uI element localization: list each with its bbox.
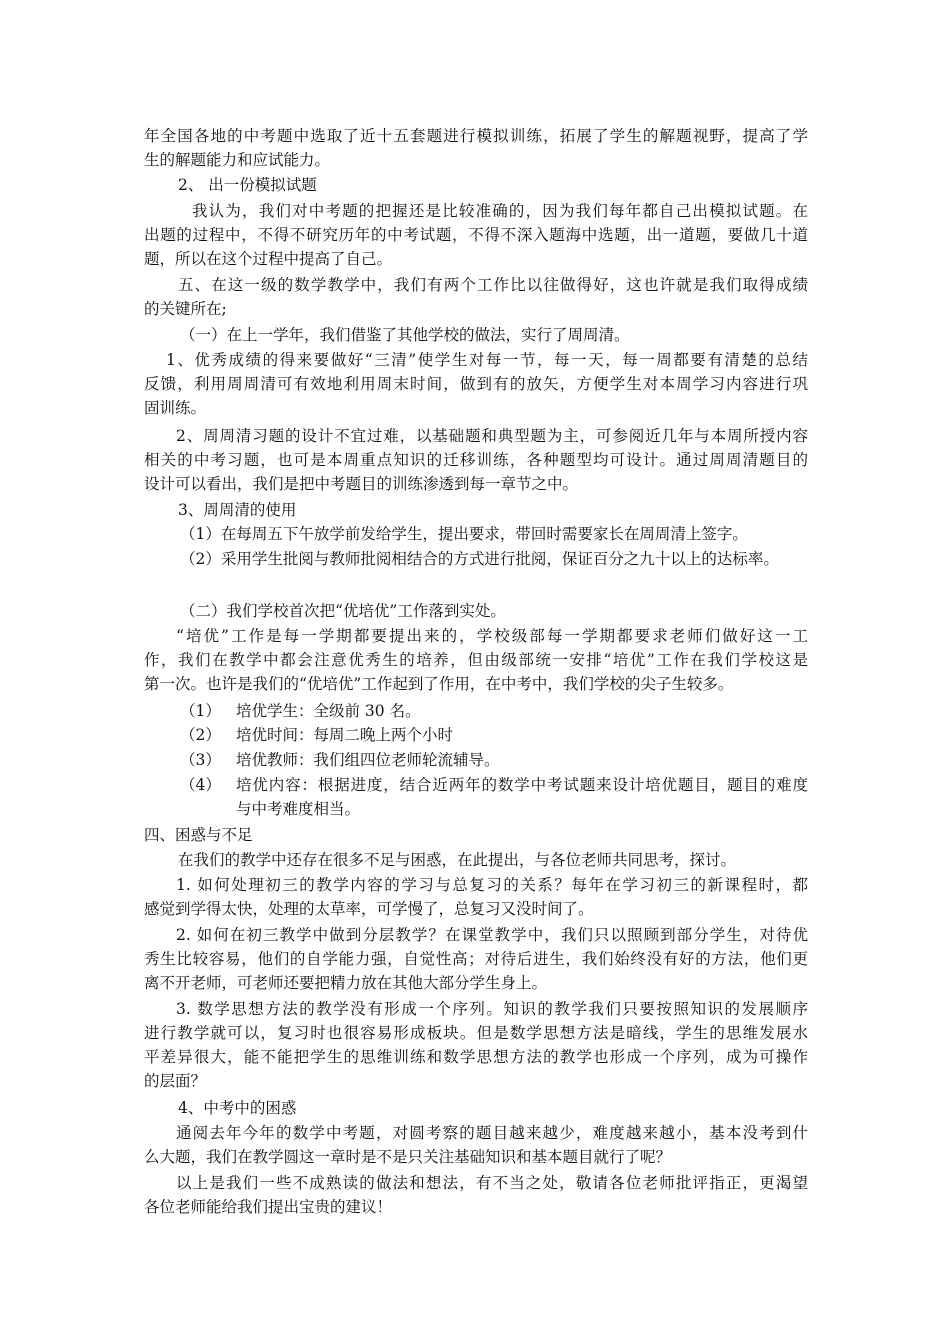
paragraph-line: 作，我们在教学中都会注意优秀生的培养，但由级部统一安排“培优”工作在我们学校这是 (144, 651, 808, 669)
section-heading: 3、周周清的使用 (178, 501, 297, 519)
paragraph-line: 五、在这一级的数学教学中，我们有两个工作比以往做得好，这也许就是我们取得成绩 (178, 276, 808, 294)
paragraph-line: 固训练。 (144, 399, 207, 417)
paragraph-line: 1. 如何处理初三的教学内容的学习与总复习的关系？每年在学习初三的新课程时，都 (176, 876, 808, 894)
paragraph-line: 题，所以在这个过程中提高了自己。 (144, 250, 393, 268)
paragraph-line: 设计可以看出，我们是把中考题目的训练渗透到每一章节之中。 (144, 475, 579, 493)
paragraph-line: 年全国各地的中考题中选取了近十五套题进行模拟训练，拓展了学生的解题视野，提高了学 (144, 127, 808, 145)
paragraph-line: 在我们的教学中还存在很多不足与困惑，在此提出，与各位老师共同思考，探讨。 (178, 851, 737, 869)
list-number: （4） (180, 776, 221, 794)
paragraph-line: “培优”工作是每一学期都要提出来的，学校级部每一学期都要求老师们做好这一工 (176, 627, 808, 645)
paragraph-line: 么大题，我们在教学圆这一章时是不是只关注基础知识和基本题目就行了呢？ (144, 1148, 672, 1166)
list-item: 培优内容：根据进度，结合近两年的数学中考试题来设计培优题目，题目的难度 (236, 776, 808, 794)
list-number: （2） (180, 726, 221, 744)
paragraph-line: 的层面？ (144, 1072, 207, 1090)
paragraph-line: 3. 数学思想方法的教学没有形成一个序列。知识的教学我们只要按照知识的发展顺序 (176, 1000, 808, 1018)
subsection-heading: （二）我们学校首次把“优培优”工作落到实处。 (180, 602, 506, 620)
paragraph-line: 各位老师能给我们提出宝贵的建议！ (144, 1198, 393, 1216)
paragraph-line: 1、优秀成绩的得来要做好“三清”使学生对每一节，每一天，每一周都要有清楚的总结 (166, 351, 808, 369)
list-item: 培优学生：全级前 30 名。 (236, 702, 421, 720)
list-number: （1） (180, 702, 221, 720)
list-item: 培优教师：我们组四位老师轮流辅导。 (236, 751, 500, 769)
paragraph-line: 以上是我们一些不成熟读的做法和想法，有不当之处，敬请各位老师批评指正，更渴望 (176, 1174, 808, 1192)
usage-item: （1）在每周五下午放学前发给学生，提出要求，带回时需要家长在周周清上签字。 (180, 525, 748, 543)
paragraph-line: 2. 如何在初三教学中做到分层教学？在课堂教学中，我们只以照顾到部分学生，对待优 (176, 926, 808, 944)
paragraph-line: 反馈，利用周周清可有效地利用周末时间，做到有的放矢，方便学生对本周学习内容进行巩 (144, 375, 808, 393)
paragraph-line: 通阅去年今年的数学中考题，对圆考察的题目越来越少，难度越来越小，基本没考到什 (176, 1124, 808, 1142)
paragraph-line: 第一次。也许是我们的“优培优”工作起到了作用，在中考中，我们学校的尖子生较多。 (144, 675, 734, 693)
paragraph-line: 生的解题能力和应试能力。 (144, 151, 331, 169)
section-heading: 2、 出一份模拟试题 (178, 176, 317, 194)
section-heading: 4、中考中的困惑 (178, 1099, 297, 1117)
section-heading: 四、困惑与不足 (144, 826, 253, 844)
paragraph-line: 2、周周清习题的设计不宜过难，以基础题和典型题为主，可参阅近几年与本周所授内容 (176, 427, 808, 445)
paragraph-line: 的关键所在; (144, 300, 227, 318)
paragraph-line: 感觉到学得太快，处理的太草率，可学慢了，总复习又没时间了。 (144, 900, 594, 918)
paragraph-line: 相关的中考习题，也可是本周重点知识的迁移训练，各种题型均可设计。通过周周清题目的 (144, 451, 808, 469)
paragraph-line: 我认为，我们对中考题的把握还是比较准确的，因为我们每年都自己出模拟试题。在 (192, 202, 808, 220)
paragraph-line: 出题的过程中，不得不研究历年的中考试题，不得不深入题海中选题，出一道题，要做几十道 (144, 226, 808, 244)
subsection-heading: （一）在上一学年，我们借鉴了其他学校的做法，实行了周周清。 (180, 326, 630, 344)
usage-item: （2）采用学生批阅与教师批阅相结合的方式进行批阅，保证百分之九十以上的达标率。 (180, 550, 779, 568)
paragraph-line: 平差异很大，能不能把学生的思维训练和数学思想方法的教学也形成一个序列，成为可操作 (144, 1048, 808, 1066)
list-item-continuation: 与中考难度相当。 (236, 800, 361, 818)
paragraph-line: 离不开老师，可老师还要把精力放在其他大部分学生身上。 (144, 974, 548, 992)
paragraph-line: 进行教学就可以，复习时也很容易形成板块。但是数学思想方法是暗线，学生的思维发展水 (144, 1024, 808, 1042)
list-item: 培优时间：每周二晚上两个小时 (236, 726, 454, 744)
paragraph-line: 秀生比较容易，他们的自学能力强，自觉性高；对待后进生，我们始终没有好的方法，他们更 (144, 950, 808, 968)
list-number: （3） (180, 751, 221, 769)
